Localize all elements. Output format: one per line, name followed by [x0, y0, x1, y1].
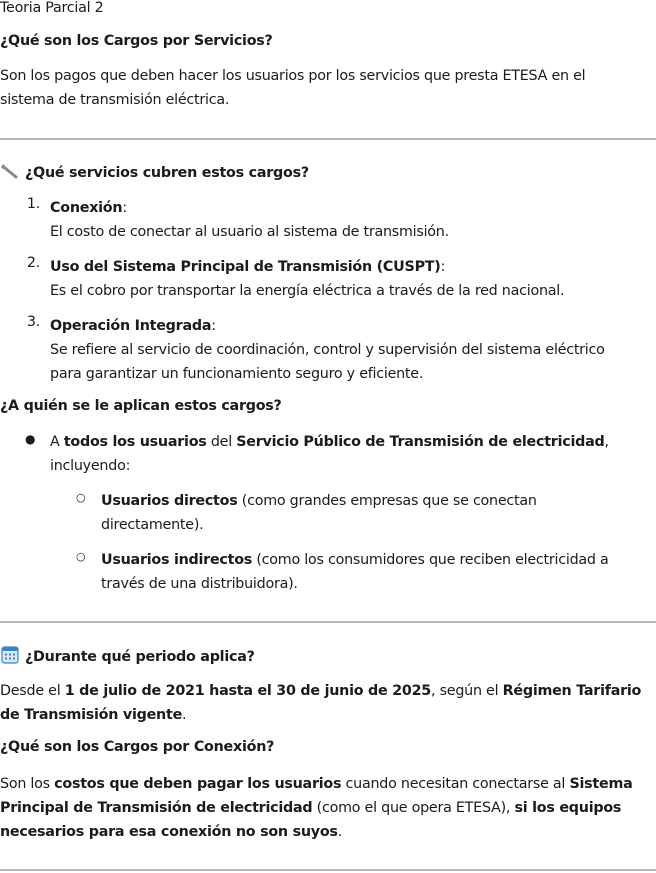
text: Son los — [0, 776, 55, 792]
text: , incluyendo: — [50, 434, 609, 474]
item-desc: Se refiere al servicio de coordinación, control y supervisión del sistema eléctrico para garantizar un funcionamiento seguro y eficiente. — [50, 342, 605, 382]
text: (como grandes empresas que se conectan directamente). — [101, 493, 537, 533]
heading-text: ¿Durante qué periodo aplica? — [25, 649, 255, 665]
heading-cargos-servicios: ¿Qué son los Cargos por Servicios? — [0, 33, 273, 49]
text-bold: Usuarios directos — [101, 493, 238, 509]
list-number: 1. — [26, 196, 40, 212]
sub-list-item — [101, 548, 641, 596]
bullet: ● — [25, 432, 36, 446]
text: . — [337, 824, 342, 840]
sub-list-item — [101, 489, 641, 537]
divider — [0, 869, 656, 871]
wrench-icon — [0, 162, 20, 184]
text: (como el que opera ETESA), — [312, 800, 515, 816]
list-item: Operación Integrada: Se refiere al servicio de coordinación, control y supervisión del sistema eléctrico para garantizar un funcionamiento seguro y eficiente. — [50, 318, 605, 382]
heading-periodo — [0, 646, 255, 668]
text-bold: costos que deben pagar los usuarios — [54, 776, 342, 792]
item-term: Conexión — [50, 200, 123, 216]
list-number: 2. — [26, 255, 40, 271]
text: (como los consumidores que reciben electricidad a través de una distribuidora). — [101, 552, 609, 592]
text: Desde el — [0, 683, 65, 699]
list-item: Conexión: El costo de conectar al usuario al sistema de transmisión. — [50, 200, 449, 240]
paragraph-periodo — [0, 679, 650, 727]
text-bold: Servicio Público de Transmisión de electricidad — [236, 434, 605, 450]
text-bold: si los equipos necesarios para esa conexión no son suyos — [0, 800, 622, 840]
heading-text: ¿Qué servicios cubren estos cargos? — [25, 165, 309, 181]
text: A — [50, 434, 64, 450]
item-desc: El costo de conectar al usuario al sistema de transmisión. — [50, 224, 449, 240]
heading-a-quien: ¿A quién se le aplican estos cargos? — [0, 398, 282, 414]
text-bold: 1 de julio de 2021 hasta el 30 de junio de 2025 — [64, 683, 431, 699]
text-bold: todos los usuarios — [63, 434, 207, 450]
text-bold: Sistema Principal de Transmisión de electricidad — [0, 776, 633, 816]
divider — [0, 138, 656, 140]
list-item — [50, 430, 630, 478]
item-term: Uso del Sistema Principal de Transmisión (CUSPT) — [50, 259, 441, 275]
sub-bullet: ○ — [76, 550, 86, 563]
text: cuando necesitan conectarse al — [341, 776, 570, 792]
heading-servicios-cubren — [0, 162, 309, 184]
calendar-icon — [0, 646, 20, 668]
text: , según el — [430, 683, 503, 699]
list-item: Uso del Sistema Principal de Transmisión (CUSPT): Es el cobro por transportar la energía eléctrica a través de la red nacional. — [50, 259, 565, 299]
list-number: 3. — [26, 314, 40, 330]
doc-title: Teoria Parcial 2 — [0, 0, 104, 16]
item-term: Operación Integrada — [50, 318, 212, 334]
text-bold: Usuarios indirectos — [101, 552, 253, 568]
text: . — [182, 707, 187, 723]
paragraph-cargos-conexion — [0, 772, 650, 844]
sub-bullet: ○ — [76, 491, 86, 504]
text-bold: Régimen Tarifario de Transmisión vigente — [0, 683, 642, 723]
item-desc: Es el cobro por transportar la energía eléctrica a través de la red nacional. — [50, 283, 565, 299]
divider — [0, 621, 656, 623]
text: del — [206, 434, 237, 450]
heading-cargos-conexion: ¿Qué son los Cargos por Conexión? — [0, 739, 275, 755]
paragraph-cargos-servicios: Son los pagos que deben hacer los usuarios por los servicios que presta ETESA en el sistema de transmisión eléctrica. — [0, 68, 586, 108]
